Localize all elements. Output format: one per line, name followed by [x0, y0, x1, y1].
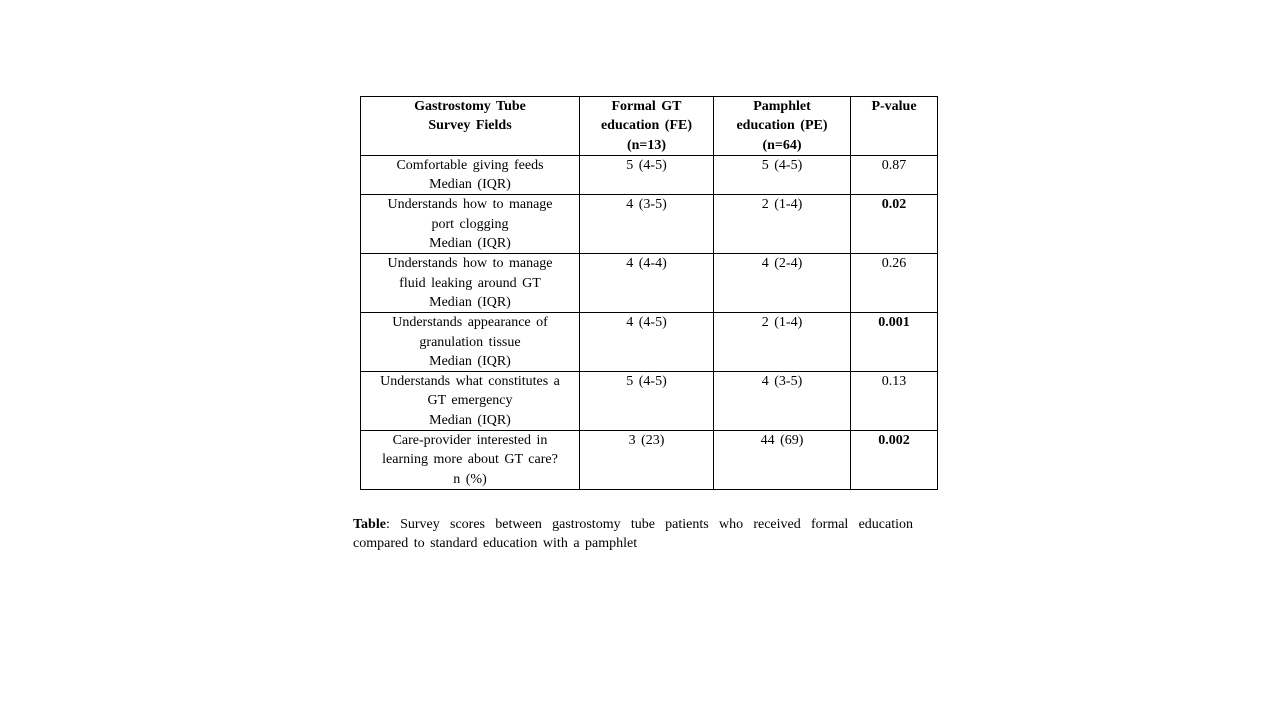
survey-field-cell: Understands what constitutes a GT emergency Median (IQR): [361, 372, 580, 431]
table-header-row: [361, 97, 938, 156]
p-value-cell: 0.26: [851, 254, 938, 313]
fe-value-cell: 5 (4-5): [580, 372, 714, 431]
survey-field-cell: Comfortable giving feeds Median (IQR): [361, 155, 580, 195]
pe-value-cell: 44 (69): [714, 431, 851, 490]
p-value-cell: 0.02: [851, 195, 938, 254]
table-row: [361, 155, 938, 195]
caption-label: Table: [353, 517, 386, 532]
header-formal-education: Formal GT education (FE) (n=13): [580, 97, 714, 156]
pe-value-cell: 2 (1-4): [714, 195, 851, 254]
table-caption: [353, 515, 913, 553]
survey-field-cell: Understands how to manage fluid leaking around GT Median (IQR): [361, 254, 580, 313]
pe-value-cell: 4 (3-5): [714, 372, 851, 431]
survey-field-cell: Understands how to manage port clogging Median (IQR): [361, 195, 580, 254]
p-value-cell: 0.13: [851, 372, 938, 431]
p-value-cell: 0.001: [851, 313, 938, 372]
pe-value-cell: 5 (4-5): [714, 155, 851, 195]
header-pamphlet-education: Pamphlet education (PE) (n=64): [714, 97, 851, 156]
p-value-cell: 0.87: [851, 155, 938, 195]
survey-field-cell: Care-provider interested in learning more about GT care? n (%): [361, 431, 580, 490]
p-value-cell: 0.002: [851, 431, 938, 490]
fe-value-cell: 4 (4-5): [580, 313, 714, 372]
table-row: [361, 313, 938, 372]
fe-value-cell: 4 (4-4): [580, 254, 714, 313]
fe-value-cell: 3 (23): [580, 431, 714, 490]
table-row: [361, 431, 938, 490]
header-survey-fields: Gastrostomy Tube Survey Fields: [361, 97, 580, 156]
table-row: [361, 372, 938, 431]
fe-value-cell: 5 (4-5): [580, 155, 714, 195]
survey-field-cell: Understands appearance of granulation tissue Median (IQR): [361, 313, 580, 372]
survey-table: [360, 96, 938, 490]
pe-value-cell: 4 (2-4): [714, 254, 851, 313]
fe-value-cell: 4 (3-5): [580, 195, 714, 254]
table-row: [361, 254, 938, 313]
table-row: [361, 195, 938, 254]
header-p-value: P-value: [851, 97, 938, 156]
pe-value-cell: 2 (1-4): [714, 313, 851, 372]
caption-text: : Survey scores between gastrostomy tube patients who received formal education compared to standard education with a pamphlet: [353, 517, 913, 551]
